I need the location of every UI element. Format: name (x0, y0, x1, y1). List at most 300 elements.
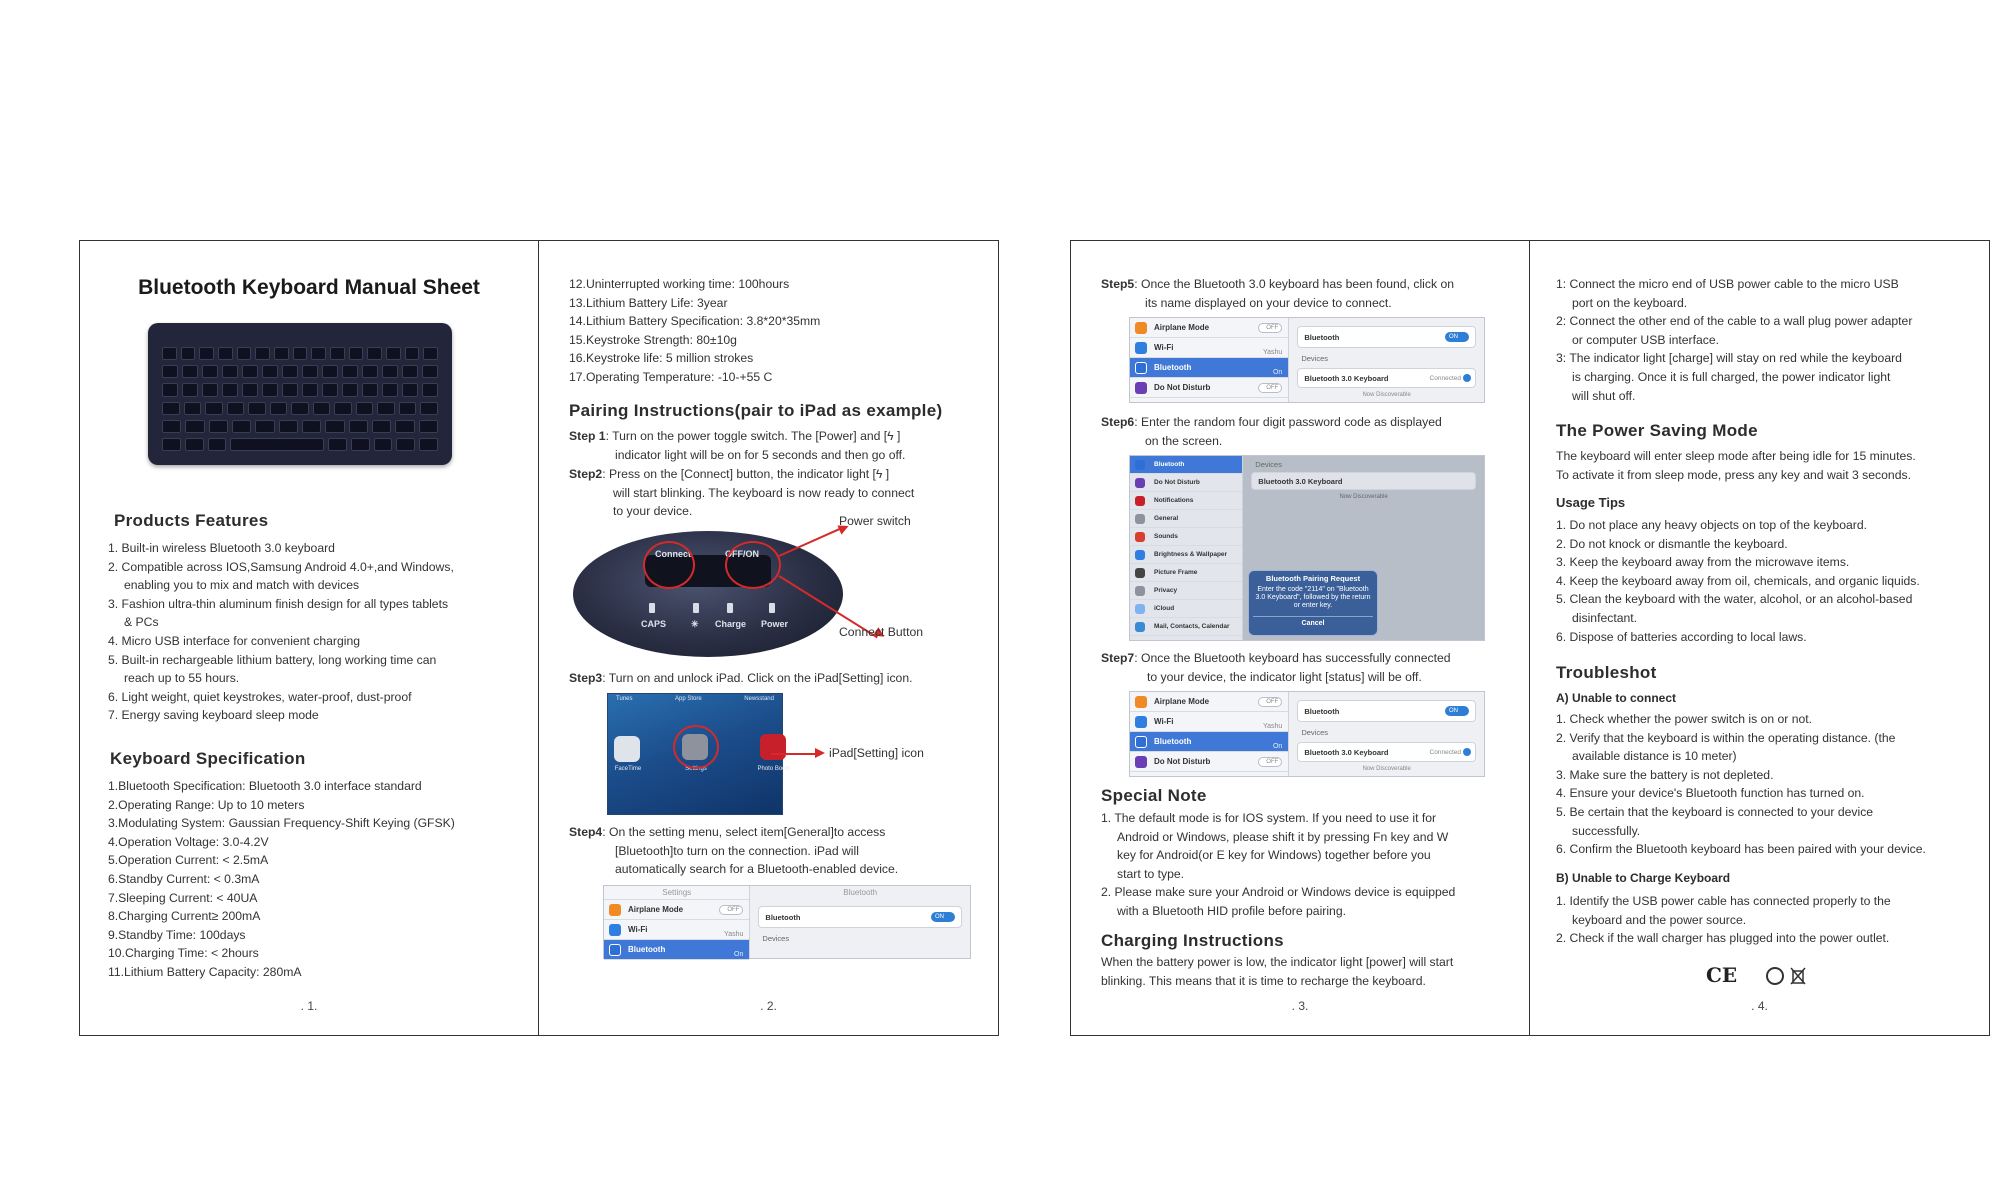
ios-settings-screenshot-step4 (603, 885, 971, 959)
keyboard-key (420, 402, 438, 415)
step-label: Step6 (1101, 415, 1135, 429)
step-text: to your device. (613, 504, 693, 519)
device-name: Bluetooth 3.0 Keyboard (1304, 374, 1389, 383)
keyboard-key (396, 438, 415, 451)
toggle-switch[interactable]: OFF (1258, 383, 1282, 393)
list-item: start to type. (1117, 866, 1185, 881)
spec-item: 6.Standby Current: < 0.3mA (108, 871, 260, 886)
bluetooth-toggle[interactable]: ON (1445, 332, 1469, 342)
settings-row-label: iCloud (1154, 605, 1175, 612)
keyboard-key (342, 383, 358, 396)
charging-heading: Charging Instructions (1101, 931, 1284, 950)
ios-row-label: Do Not Disturb (1154, 383, 1211, 392)
keyboard-key (162, 420, 181, 433)
keyboard-image (148, 323, 452, 465)
home-top-row (608, 694, 782, 706)
keyboard-key (162, 402, 180, 415)
spec-item: 11.Lithium Battery Capacity: 280mA (108, 964, 302, 979)
ios-row-label: Do Not Disturb (1154, 757, 1211, 766)
device-row[interactable] (1251, 472, 1476, 490)
list-item: key for Android(or E key for Windows) together before you (1117, 848, 1431, 863)
connect-highlight-circle (643, 541, 695, 589)
list-item: 3. Make sure the battery is not depleted. (1556, 767, 1774, 782)
pairing-request-dialog (1248, 570, 1378, 636)
settings-header: Settings (604, 886, 749, 900)
keyboard-key (382, 365, 398, 378)
settings-row-label: Privacy (1154, 587, 1178, 594)
keyboard-key (302, 420, 321, 433)
power-highlight-circle (725, 541, 781, 589)
step-text: : Turn on and unlock iPad. Click on the iPad[Setting] icon. (602, 671, 913, 685)
spec-item: 12.Uninterrupted working time: 100hours (569, 277, 790, 291)
list-item: 1. Do not place any heavy objects on top of the keyboard. (1556, 518, 1867, 532)
keyboard-key (248, 402, 266, 415)
settings-row-icon (1135, 496, 1145, 506)
list-item: keyboard and the power source. (1572, 912, 1747, 927)
step-text: on the screen. (1145, 433, 1223, 448)
spec-heading: Keyboard Specification (110, 749, 306, 768)
step-text: : Once the Bluetooth keyboard has successfully connected (1134, 651, 1451, 665)
keyboard-key (282, 365, 298, 378)
step-text: automatically search for a Bluetooth-enabled device. (615, 862, 899, 877)
device-row[interactable] (1297, 742, 1476, 762)
bluetooth-icon (1135, 362, 1147, 374)
keyboard-key (356, 402, 374, 415)
list-item: available distance is 10 meter) (1572, 749, 1737, 764)
features-heading: Products Features (114, 511, 269, 530)
list-item: disinfectant. (1572, 610, 1638, 625)
keyboard-key (349, 420, 368, 433)
toggle-switch[interactable]: OFF (719, 905, 743, 915)
spec-list-continued (569, 275, 989, 387)
step-4 (569, 823, 989, 879)
devices-label: Devices (1255, 460, 1282, 469)
keyboard-key (205, 402, 223, 415)
keyboard-key (349, 347, 364, 360)
ios-row-label: Wi-Fi (1154, 717, 1174, 726)
spec-item: 1.Bluetooth Specification: Bluetooth 3.0 interface standard (108, 779, 422, 793)
keyboard-key (202, 383, 218, 396)
keyboard-key (377, 402, 395, 415)
settings-row[interactable] (1130, 600, 1242, 618)
home-app-label: Photo Booth (757, 766, 791, 772)
keyboard-key (423, 347, 438, 360)
wifi-icon (609, 924, 621, 936)
led-indicator (769, 603, 775, 613)
keyboard-key (367, 347, 382, 360)
settings-sidebar (604, 886, 750, 958)
moon-icon (1135, 756, 1147, 768)
settings-arrow-line (771, 753, 819, 755)
keyboard-key (262, 383, 278, 396)
page-3 (1071, 241, 1530, 1035)
list-item: 3. Fashion ultra-thin aluminum finish design for all types tablets (108, 596, 449, 611)
spec-item: 17.Operating Temperature: -10-+55 C (569, 369, 773, 384)
ios-row-label: Wi-Fi (1154, 343, 1174, 352)
spec-item: 10.Charging Time: < 2hours (108, 946, 259, 961)
manual-sheet-left (79, 240, 999, 1036)
keyboard-key (182, 365, 198, 378)
special-note-list (1101, 809, 1525, 921)
step-text: its name displayed on your device to connect. (1145, 295, 1392, 310)
devices-label: Devices (1301, 728, 1328, 737)
dialog-title: Bluetooth Pairing Request (1265, 574, 1361, 583)
keyboard-key-row (162, 365, 438, 378)
led-indicator (649, 603, 655, 613)
device-name: Bluetooth 3.0 Keyboard (1304, 748, 1389, 757)
page-number: . 4. (1751, 999, 1768, 1013)
home-app-label: App Store (675, 696, 702, 702)
list-item: 2. Do not knock or dismantle the keyboard. (1556, 536, 1788, 551)
troubleshoot-heading: Troubleshot (1556, 663, 1657, 682)
settings-row-label: Brightness & Wallpaper (1154, 551, 1228, 558)
moon-icon (1135, 382, 1147, 394)
page-1 (80, 241, 539, 1035)
ios-row-value: Yashu (724, 931, 744, 938)
step-text: : Once the Bluetooth 3.0 keyboard has been found, click on (1134, 277, 1455, 291)
device-row[interactable] (1297, 368, 1476, 388)
list-item: 1. The default mode is for IOS system. If you need to use it for (1101, 811, 1437, 825)
bluetooth-toggle[interactable]: ON (1445, 706, 1469, 716)
list-item: 3: The indicator light [charge] will stay on red while the keyboard (1556, 351, 1902, 366)
list-item: 5. Built-in rechargeable lithium battery, long working time can (108, 652, 437, 667)
settings-row-icon (1135, 514, 1145, 524)
charging-steps-list (1556, 275, 1980, 405)
usage-tips-heading: Usage Tips (1556, 495, 1626, 510)
keyboard-key (291, 402, 309, 415)
toggle-switch[interactable]: OFF (1258, 757, 1282, 767)
list-item: 1. Check whether the power switch is on or not. (1556, 712, 1813, 726)
keyboard-key-row (162, 438, 438, 451)
facetime-app-icon (614, 736, 640, 762)
list-item: 2. Verify that the keyboard is within the operating distance. (the (1556, 730, 1896, 745)
keyboard-key (184, 402, 202, 415)
step-text: : Enter the random four digit password code as displayed (1134, 415, 1442, 429)
keyboard-key (255, 347, 270, 360)
keyboard-key (322, 383, 338, 396)
settings-row[interactable] (1130, 528, 1242, 546)
keyboard-key (313, 402, 331, 415)
step-text: : Press on the [Connect] button, the indicator light [ϟ ] (602, 467, 890, 481)
settings-row-icon (1135, 568, 1145, 578)
step-text: : Turn on the power toggle switch. The [Power] and [ϟ ] (605, 429, 901, 443)
keyboard-key (342, 365, 358, 378)
step-label: Step7 (1101, 651, 1135, 665)
paragraph-line: blinking. This means that it is time to recharge the keyboard. (1101, 973, 1426, 988)
spec-item: 14.Lithium Battery Specification: 3.8*20*35mm (569, 314, 821, 329)
keyboard-key (351, 438, 370, 451)
list-item: or computer USB interface. (1572, 332, 1719, 347)
keyboard-key (405, 347, 420, 360)
page-4 (1530, 241, 1989, 1035)
ios-row-value: Yashu (1262, 723, 1283, 730)
keyboard-key (311, 347, 326, 360)
settings-row-icon (1135, 604, 1145, 614)
settings-row[interactable] (1130, 582, 1242, 600)
keyboard-key (182, 383, 198, 396)
step-text: : On the setting menu, select item[General]to access (602, 825, 886, 839)
keyboard-key (374, 438, 393, 451)
keyboard-key (162, 365, 178, 378)
keyboard-key (372, 420, 391, 433)
keyboard-key (422, 365, 438, 378)
keyboard-key (237, 347, 252, 360)
keyboard-key (255, 420, 274, 433)
bt-label: Bluetooth (765, 913, 801, 922)
keyboard-key-row (162, 402, 438, 415)
ios-row-value: On (1272, 743, 1283, 750)
keyboard-key-row (162, 420, 438, 433)
settings-row-icon (1135, 532, 1145, 542)
keyboard-key (422, 383, 438, 396)
settings-highlight-circle (673, 725, 719, 769)
bluetooth-pane (1289, 318, 1484, 402)
spec-list (108, 777, 528, 982)
keyboard-key (382, 383, 398, 396)
ios-row-label: Airplane Mode (1154, 697, 1210, 706)
settings-row-icon (1135, 478, 1145, 488)
keyboard-key (322, 365, 338, 378)
settings-row-label: Bluetooth (1154, 461, 1185, 468)
ios-row-label: Airplane Mode (1154, 323, 1210, 332)
keyboard-key-row (162, 383, 438, 396)
special-note-heading: Special Note (1101, 786, 1207, 805)
wifi-icon (1135, 342, 1147, 354)
bluetooth-header: Bluetooth (843, 888, 878, 897)
list-item: 4. Ensure your device's Bluetooth function has turned on. (1556, 786, 1865, 801)
keyboard-key (222, 365, 238, 378)
settings-sidebar (1130, 692, 1289, 776)
bt-label: Bluetooth (1304, 333, 1340, 342)
keyboard-key (302, 383, 318, 396)
spec-item: 9.Standby Time: 100days (108, 927, 246, 942)
keyboard-key (209, 420, 228, 433)
dialog-body: Enter the code "2114" on "Bluetooth 3.0 Keyboard", followed by the return or enter key. (1255, 586, 1371, 609)
keyboard-key (419, 438, 438, 451)
keyboard-key (279, 420, 298, 433)
ios-row-label[interactable]: Bluetooth (1154, 737, 1192, 746)
page-2 (539, 241, 998, 1035)
manual-sheet-right (1070, 240, 1990, 1036)
step-3 (569, 669, 999, 688)
bluetooth-toggle[interactable]: ON (931, 912, 955, 922)
settings-row-icon (1135, 460, 1145, 470)
manual-title: Bluetooth Keyboard Manual Sheet (138, 276, 480, 299)
step-text: to your device, the indicator light [status] will be off. (1147, 669, 1422, 684)
info-icon[interactable] (1463, 374, 1471, 382)
settings-row[interactable] (1130, 618, 1242, 636)
spec-item: 2.Operating Range: Up to 10 meters (108, 797, 305, 812)
keyboard-key (399, 402, 417, 415)
list-item: 5. Be certain that the keyboard is connected to your device (1556, 804, 1874, 819)
keyboard-key (162, 383, 178, 396)
spec-item: 7.Sleeping Current: < 40UA (108, 890, 258, 905)
bluetooth-pane (1289, 692, 1484, 776)
list-item: 2. Check if the wall charger has plugged into the power outlet. (1556, 931, 1890, 946)
list-item: 2: Connect the other end of the cable to a wall plug power adapter (1556, 314, 1913, 329)
bluetooth-toggle-card (758, 906, 962, 928)
list-item: 3. Keep the keyboard away from the microwave items. (1556, 555, 1850, 570)
power-switch-callout: Power switch (839, 514, 911, 528)
ios-row-value: On (1272, 369, 1283, 376)
keyboard-key (362, 383, 378, 396)
photo-booth-app-icon (760, 734, 786, 760)
keyboard-key (270, 402, 288, 415)
settings-row[interactable] (1130, 474, 1242, 492)
keyboard-key (334, 402, 352, 415)
usage-tips-list (1556, 516, 1984, 646)
toggle-switch[interactable]: OFF (1258, 323, 1282, 333)
list-item: 2. Please make sure your Android or Windows device is equipped (1101, 885, 1456, 900)
settings-row[interactable] (1130, 456, 1242, 474)
power-saving-heading: The Power Saving Mode (1556, 421, 1758, 440)
settings-row-icon (1135, 550, 1145, 560)
settings-row[interactable] (1130, 510, 1242, 528)
ios-pairing-screenshot-step6 (1129, 455, 1485, 641)
toggle-switch[interactable]: OFF (1258, 697, 1282, 707)
ce-mark-logo: CE (1706, 963, 1738, 987)
airplane-icon (1135, 322, 1147, 334)
list-item: & PCs (124, 615, 159, 630)
list-item: 5. Clean the keyboard with the water, alcohol, or an alcohol-based (1556, 592, 1913, 607)
keyboard-key (162, 347, 177, 360)
spec-item: 16.Keystroke life: 5 million strokes (569, 351, 754, 366)
keyboard-key (162, 438, 181, 451)
keyboard-key (302, 365, 318, 378)
spec-item: 13.Lithium Battery Life: 3year (569, 295, 728, 310)
bluetooth-led-label: ✳ (691, 619, 699, 629)
airplane-icon (609, 904, 621, 916)
page-number: . 1. (300, 999, 318, 1013)
settings-row[interactable] (1130, 546, 1242, 564)
bluetooth-icon (609, 944, 621, 956)
cancel-button[interactable]: Cancel (1253, 616, 1373, 627)
ios-bluetooth-screenshot-step5 (1129, 317, 1485, 403)
keyboard-key (232, 420, 251, 433)
weee-bin-icon (1790, 967, 1806, 985)
home-app-label: Tunes (616, 696, 633, 702)
list-item: 6. Dispose of batteries according to local laws. (1556, 629, 1807, 644)
airplane-icon (1135, 696, 1147, 708)
step-label: Step3 (569, 671, 603, 685)
keyboard-key (419, 420, 438, 433)
spec-item: 4.Operation Voltage: 3.0-4.2V (108, 834, 269, 849)
settings-row-label: Do Not Disturb (1154, 479, 1200, 486)
step-text: [Bluetooth]to turn on the connection. iPad will (615, 843, 859, 858)
connection-status: Connected (1429, 375, 1461, 382)
keyboard-key (222, 383, 238, 396)
list-item: 1. Built-in wireless Bluetooth 3.0 keyboard (108, 541, 335, 555)
devices-label: Devices (1301, 354, 1328, 363)
keyboard-key (227, 402, 245, 415)
discoverable-note: Now Discoverable (1362, 392, 1411, 398)
ios-row-value: Yashu (1262, 349, 1283, 356)
device-name: Bluetooth 3.0 Keyboard (1258, 477, 1343, 486)
ios-row-label[interactable]: Bluetooth (1154, 363, 1192, 372)
step-2 (569, 465, 989, 521)
keyboard-key (274, 347, 289, 360)
keyboard-key (402, 365, 418, 378)
list-item: port on the keyboard. (1572, 295, 1688, 310)
settings-arrow-head (815, 748, 825, 758)
keyboard-key (330, 347, 345, 360)
list-item: 2. Compatible across IOS,Samsung Android 4.0+,and Windows, (108, 559, 454, 574)
keyboard-key (185, 438, 204, 451)
rohs-icon (1766, 967, 1784, 985)
list-item: 6. Light weight, quiet keystrokes, water-proof, dust-proof (108, 689, 412, 704)
list-item: 1. Identify the USB power cable has connected properly to the (1556, 894, 1891, 908)
led-indicator (693, 603, 699, 613)
keyboard-key (202, 365, 218, 378)
home-app-label: Newsstand (744, 696, 774, 702)
bluetooth-pane (750, 886, 970, 958)
paragraph-line: To activate it from sleep mode, press any key and wait 3 seconds. (1556, 467, 1911, 482)
spec-item: 8.Charging Current≥ 200mA (108, 909, 261, 924)
unable-connect-heading: A) Unable to connect (1556, 691, 1677, 705)
caps-label: CAPS (641, 619, 667, 629)
settings-row-label: Notifications (1154, 497, 1194, 504)
step-6 (1101, 413, 1521, 450)
ios-row-value: On (734, 951, 744, 958)
keyboard-key (242, 365, 258, 378)
power-label: Power (761, 619, 789, 629)
settings-sidebar (1130, 456, 1243, 640)
list-item: enabling you to mix and match with devices (124, 578, 360, 593)
step-label: Step 1 (569, 429, 606, 443)
list-item: 4. Keep the keyboard away from oil, chemicals, and organic liquids. (1556, 573, 1920, 588)
home-app-label: FaceTime (614, 766, 642, 772)
info-icon[interactable] (1463, 748, 1471, 756)
charge-label: Charge (715, 619, 747, 629)
settings-row-label: Mail, Contacts, Calendar (1154, 623, 1230, 630)
settings-callout: iPad[Setting] icon (829, 746, 924, 760)
bluetooth-icon (1135, 736, 1147, 748)
settings-row[interactable] (1130, 564, 1242, 582)
step-text: will start blinking. The keyboard is now ready to connect (613, 485, 915, 500)
keyboard-key (282, 383, 298, 396)
ios-row-label: Airplane Mode (628, 905, 684, 914)
page-number: . 3. (1291, 999, 1309, 1013)
onoff-label: OFF/ON (725, 549, 759, 559)
led-indicator (727, 603, 733, 613)
settings-row-label: Sounds (1154, 533, 1178, 540)
list-item: will shut off. (1572, 388, 1636, 403)
step-7 (1101, 649, 1521, 686)
connection-status: Connected (1429, 749, 1461, 756)
step-5 (1101, 275, 1521, 312)
settings-row[interactable] (1130, 492, 1242, 510)
keyboard-key-row (162, 347, 438, 360)
bt-label: Bluetooth (1304, 707, 1340, 716)
keyboard-key (328, 438, 347, 451)
unable-charge-list (1556, 892, 1984, 948)
list-item: reach up to 55 hours. (124, 671, 240, 686)
settings-row-label: General (1154, 515, 1179, 522)
step-label: Step2 (569, 467, 603, 481)
spec-item: 3.Modulating System: Gaussian Frequency-Shift Keying (GFSK) (108, 816, 455, 831)
power-saving-text (1556, 447, 1984, 484)
page-number: . 2. (760, 999, 777, 1013)
settings-row-icon (1135, 622, 1145, 632)
step-1 (569, 427, 989, 464)
bluetooth-toggle-card (1297, 700, 1476, 722)
spec-item: 5.Operation Current: < 2.5mA (108, 853, 269, 868)
keyboard-key (185, 420, 204, 433)
paragraph-line: When the battery power is low, the indicator light [power] will start (1101, 955, 1454, 969)
ios-row-label[interactable]: Bluetooth (628, 945, 666, 954)
connect-label: Connect (655, 549, 691, 559)
keyboard-key (208, 438, 227, 451)
